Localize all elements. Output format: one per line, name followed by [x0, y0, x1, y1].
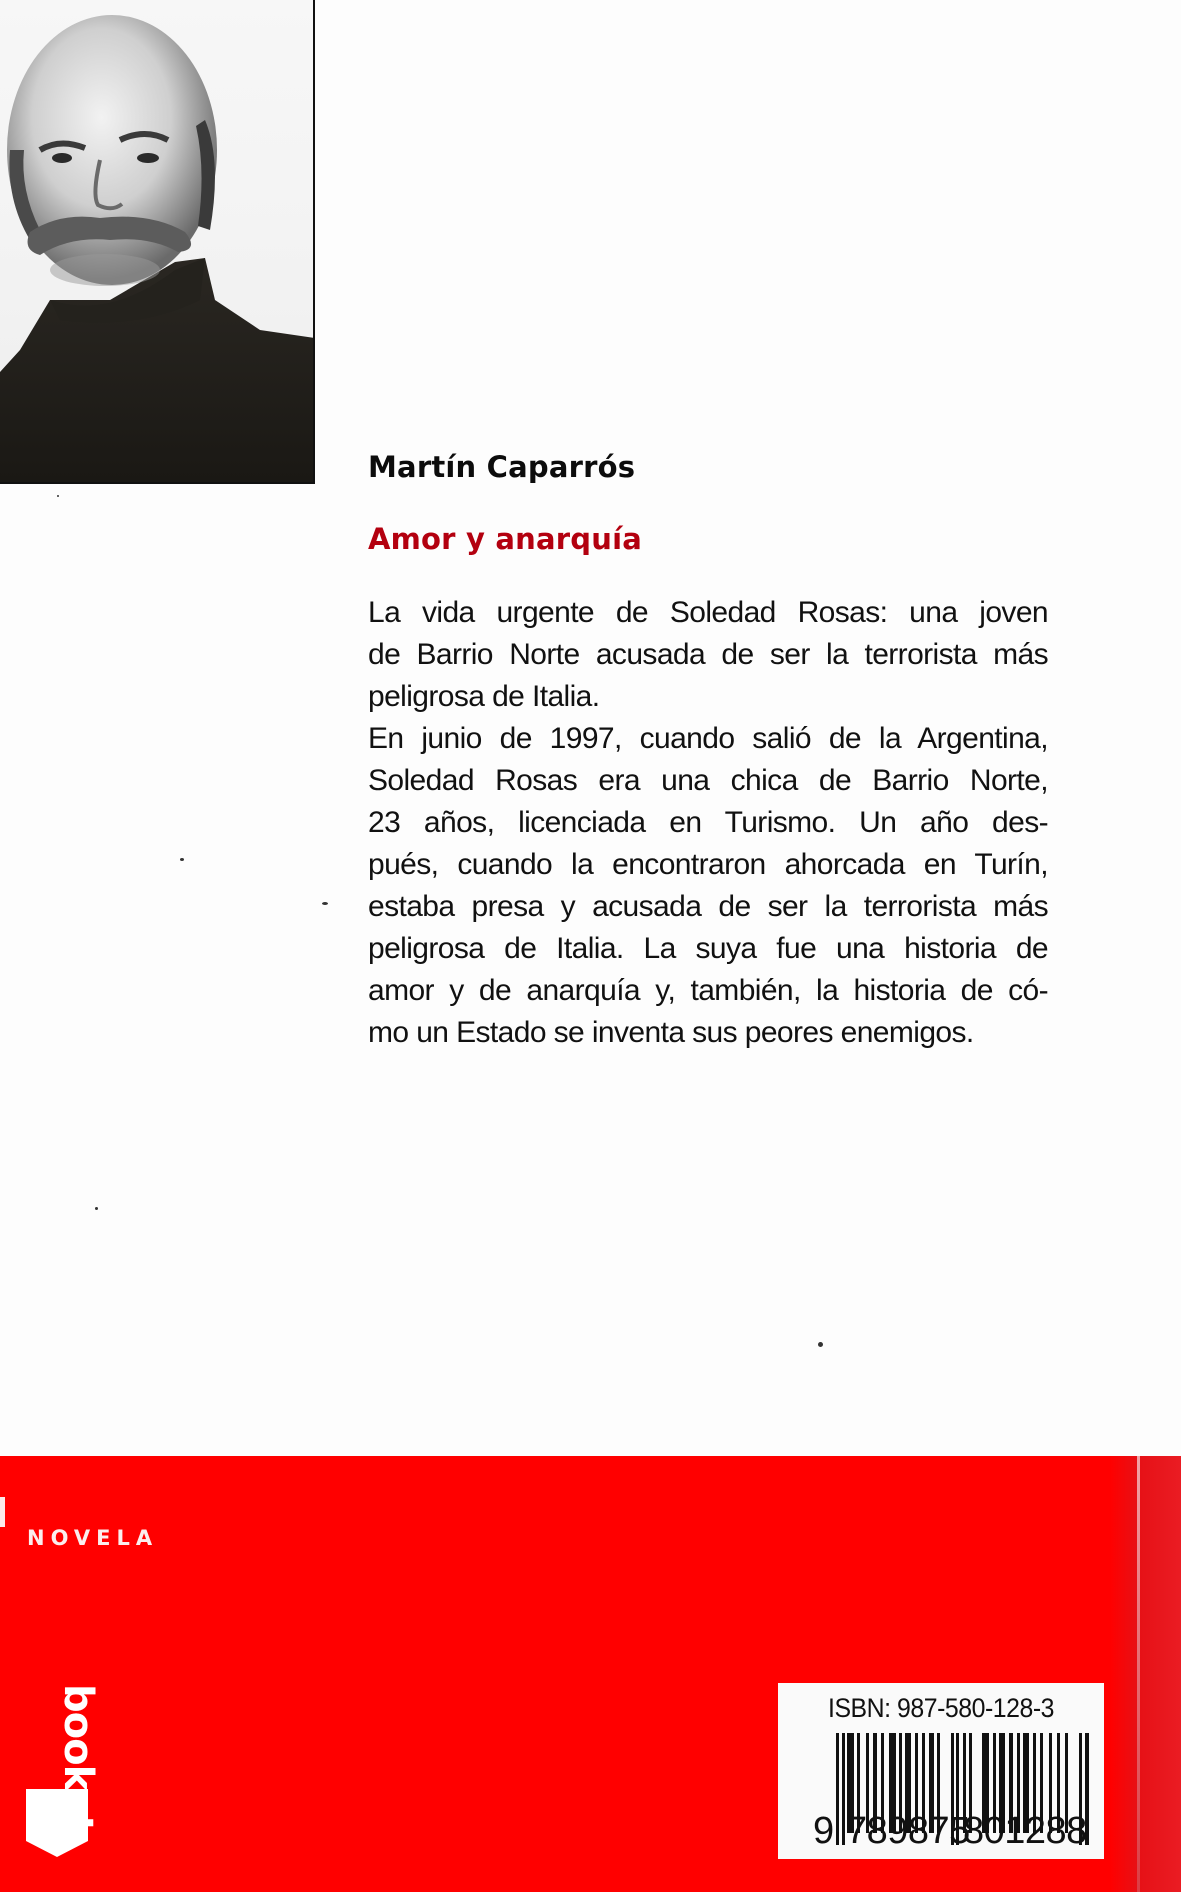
synopsis-line: 23 años, licenciada en Turismo. Un año des- [368, 806, 1048, 839]
synopsis [368, 592, 1048, 1054]
edge-marker [0, 1497, 5, 1527]
author-photo [0, 0, 315, 484]
dust-speck [95, 1207, 98, 1210]
synopsis-line: La vida urgente de Soledad Rosas: una joven [368, 596, 1048, 629]
isbn-label: ISBN: 987-580-128-3 [827, 1693, 1055, 1723]
spine-shading [1110, 1456, 1181, 1892]
portrait-image [0, 0, 315, 484]
publisher-band [0, 1456, 1181, 1892]
ean-first-digit: 9 [813, 1810, 835, 1852]
synopsis-line: En junio de 1997, cuando salió de la Argentina, [368, 722, 1048, 755]
synopsis-line: peligrosa de Italia. [368, 680, 600, 713]
dust-speck [322, 902, 328, 905]
publisher-logo-text: booket [55, 1684, 101, 1834]
ean-left-group: 789875 [846, 1810, 970, 1852]
ean-right-group: 801288 [963, 1810, 1087, 1852]
book-title: Amor y anarquía [368, 522, 642, 556]
dust-speck [818, 1342, 823, 1347]
spine-crease [1137, 1456, 1140, 1892]
publisher-logo [26, 1684, 101, 1864]
synopsis-line: mo un Estado se inventa sus peores enemigos. [368, 1016, 974, 1049]
isbn-barcode-box [778, 1683, 1104, 1859]
synopsis-line: de Barrio Norte acusada de ser la terrorista más [368, 638, 1048, 671]
synopsis-line: peligrosa de Italia. La suya fue una historia de [368, 932, 1048, 965]
author-name: Martín Caparrós [368, 450, 636, 484]
synopsis-line: estaba presa y acusada de ser la terrorista más [368, 890, 1048, 923]
dust-speck [57, 495, 59, 497]
ean-digits [778, 1811, 1104, 1851]
synopsis-line: amor y de anarquía y, también, la historia de có- [368, 974, 1048, 1007]
synopsis-line: pués, cuando la encontraron ahorcada en Turín, [368, 848, 1048, 881]
dust-speck [180, 858, 184, 861]
synopsis-line: Soledad Rosas era una chica de Barrio Norte, [368, 764, 1048, 797]
genre-label: NOVELA [27, 1526, 159, 1550]
